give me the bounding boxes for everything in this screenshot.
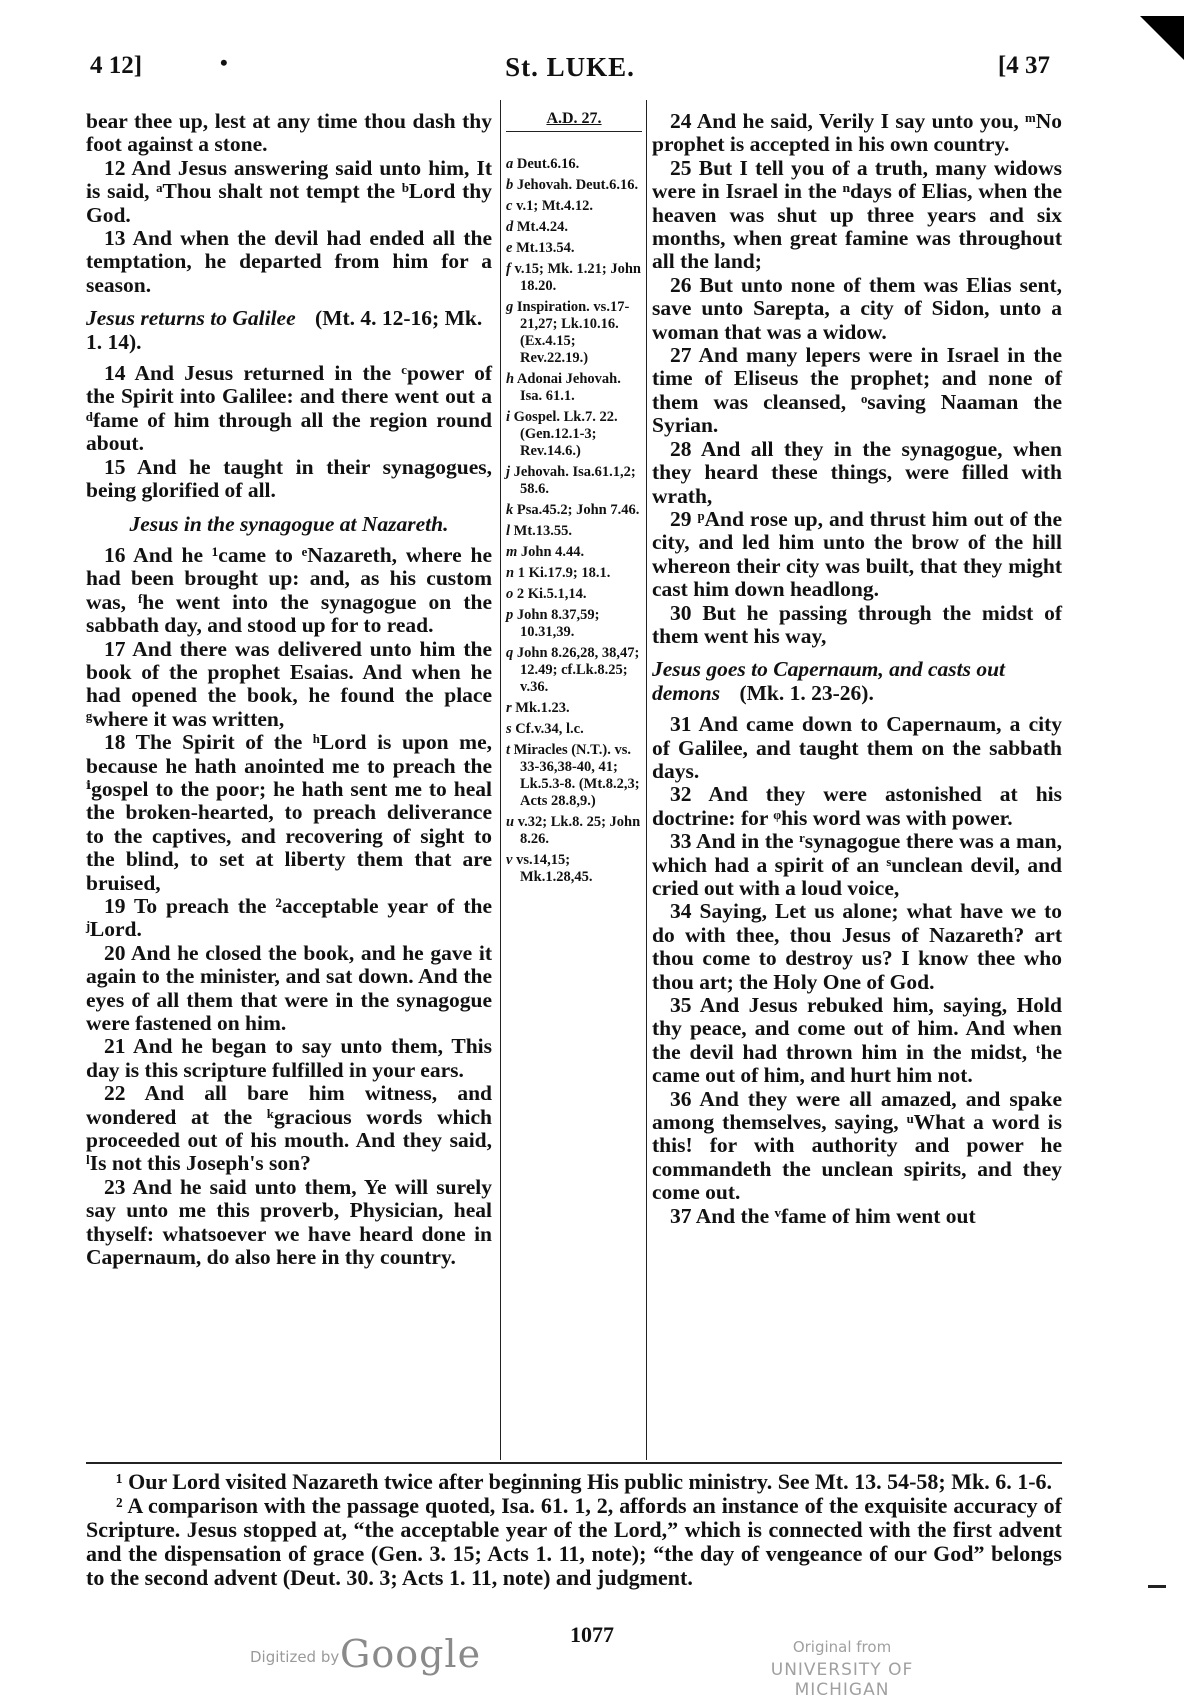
anno-domini-label: A.D. 27. (546, 110, 602, 127)
cross-reference (506, 240, 642, 257)
cross-reference-text: Jehovah. Isa.61.1,2; 58.6. (513, 464, 636, 497)
section-heading-title: Jesus returns to Galilee (86, 306, 296, 331)
cross-reference-text: Jehovah. Deut.6.16. (516, 177, 639, 193)
cross-reference (506, 177, 642, 194)
cross-reference-text: Mt.13.55. (513, 523, 573, 539)
section-heading-title: Jesus goes to Capernaum, and casts out demons (652, 657, 1006, 705)
cross-reference (506, 156, 642, 173)
cross-reference-text: Mk.1.23. (515, 700, 570, 716)
cross-reference (506, 852, 642, 886)
cross-reference-text: John 8.26,28, 38,47; 12.49; cf.Lk.8.25; v.36. (516, 645, 640, 695)
cross-reference-text: v.15; Mk. 1.21; John 18.20. (514, 261, 641, 294)
cross-reference (506, 502, 642, 519)
institution-label: UNIVERSITY OF MICHIGAN (770, 1660, 914, 1700)
cross-reference-letter: j (506, 464, 511, 480)
verse-paragraph: 29 ᵖAnd rose up, and thrust him out of the city, and led him unto the brow of the hill whereon their city was built, that they might cast him down headlong. (652, 506, 1062, 602)
cross-reference (506, 409, 642, 460)
header-right-ref: [4 37 (997, 52, 1050, 79)
cross-reference (506, 700, 642, 717)
cross-reference-text: Psa.45.2; John 7.46. (516, 502, 640, 518)
verse-paragraph: 19 To preach the ²acceptable year of the ʲLord. (86, 894, 492, 942)
cross-reference-text: John 4.44. (520, 544, 585, 560)
cross-reference-letter: a (506, 156, 514, 172)
column-divider-right (646, 100, 647, 1460)
cross-reference-text: 2 Ki.5.1,14. (516, 586, 587, 602)
verse-paragraph: 37 And the ᵛfame of him went out (670, 1203, 976, 1228)
cross-reference-letter: p (506, 607, 514, 623)
footnotes (86, 1470, 1062, 1590)
anno-domini-rule (506, 131, 642, 132)
cross-reference (506, 299, 642, 367)
section-heading-parallel-ref: (Mk. 1. 23-26). (734, 680, 874, 705)
verse-paragraph: 20 And he closed the book, and he gave it again to the minister, and sat down. And the eyes of all them that were in the synagogue were fastened on him. (86, 940, 492, 1036)
verse-paragraph: 15 And he taught in their synagogues, being glorified of all. (86, 454, 492, 503)
cross-reference-letter: d (506, 219, 514, 235)
scan-edge-mark (1148, 1585, 1166, 1588)
cross-reference (506, 219, 642, 236)
verse-paragraph: bear thee up, lest at any time thou dash thy foot against a stone. (86, 109, 492, 157)
cross-reference (506, 371, 642, 405)
cross-reference-letter: v (506, 852, 513, 868)
cross-reference-letter: n (506, 565, 515, 581)
cross-reference-text: vs.14,15; Mk.1.28,45. (516, 852, 593, 885)
verse-paragraph: 25 But I tell you of a truth, many widows were in Israel in the ⁿdays of Elias, when the heaven was shut up three years and six months, when great famine was throughout all the land; (652, 155, 1062, 274)
header-dot: • (220, 50, 228, 75)
verse-paragraph: 26 But unto none of them was Elias sent, save unto Sarepta, a city of Sidon, unto a woman that was a widow. (652, 272, 1062, 344)
cross-reference-letter: i (506, 409, 511, 425)
cross-reference (506, 544, 642, 561)
left-text-column (86, 110, 492, 1270)
reference-column (506, 110, 642, 890)
cross-reference-text: Mt.4.24. (516, 219, 569, 235)
verse-paragraph: 12 And Jesus answering said unto him, It is said, ᵃThou shalt not tempt the ᵇLord thy God. (86, 155, 492, 227)
verse-paragraph: 32 And they were astonished at his doctrine: for ᵠhis word was with power. (652, 782, 1062, 830)
section-heading (86, 307, 492, 354)
cross-reference-text: Gospel. Lk.7. 22. (Gen.12.1-3; Rev.14.6.) (513, 409, 618, 459)
cross-reference-text: Miracles (N.T.). vs. 33-36,38-40, 41; Lk.5.3-8. (Mt.8.2,3; Acts 28.8,9.) (513, 742, 640, 809)
cross-reference (506, 523, 642, 540)
cross-reference-letter: o (506, 586, 514, 602)
verse-paragraph: 13 And when the devil had ended all the temptation, he departed from him for a season. (86, 226, 492, 297)
verse-paragraph: 35 And Jesus rebuked him, saying, Hold thy peace, and come out of him. And when the devil had thrown him in the midst, ᵗhe came out of him, and hurt him not. (652, 993, 1062, 1088)
scan-corner-mark (1140, 16, 1184, 60)
original-from-label: Original from (792, 1638, 892, 1656)
cross-reference (506, 198, 642, 215)
verse-paragraph: 34 Saying, Let us alone; what have we to do with thee, thou Jesus of Nazareth? art thou come to destroy us? I know thee who thou art; the Holy One of God. (652, 899, 1062, 994)
page-number: 1077 (570, 1622, 614, 1647)
cross-reference-letter: q (506, 645, 514, 661)
verse-paragraph: 16 And he ¹came to ᵉNazareth, where he had been brought up: and, as his custom was, ᶠhe went into the synagogue on the sabbath day, and stood up for to read. (86, 542, 492, 638)
verse-paragraph: 27 And many lepers were in Israel in the time of Eliseus the prophet; and none of them was cleansed, ᵒsaving Naaman the Syrian. (652, 343, 1062, 438)
footnote-2: ² A comparison with the passage quoted, Isa. 61. 1, 2, affords an instance of the exquisite accuracy of Scripture. Jesus stopped at, “the acceptable year of the Lord,” which is connected with the first advent and the dispensation of grace (Gen. 3. 15; Acts 1. 11, note); “the day of vengeance of our God” belongs to the second advent (Deut. 30. 3; Acts 1. 11, note) and judgment. (86, 1493, 1062, 1590)
cross-reference (506, 565, 642, 582)
cross-reference-letter: m (506, 544, 518, 560)
cross-reference-letter: u (506, 814, 515, 830)
cross-reference-text: John 8.37,59; 10.31,39. (516, 607, 600, 640)
cross-reference-letter: e (506, 240, 513, 256)
cross-reference-text: Cf.v.34, l.c. (515, 721, 584, 737)
google-logo: Google (340, 1632, 482, 1676)
cross-reference-letter: s (506, 721, 512, 737)
cross-reference-letter: r (506, 700, 512, 716)
verse-paragraph: 33 And in the ʳsynagogue there was a man, which had a spirit of an ˢunclean devil, and cried out with a loud voice, (652, 829, 1062, 900)
cross-reference-letter: g (506, 299, 514, 315)
cross-reference-letter: h (506, 371, 515, 387)
cross-reference (506, 814, 642, 848)
section-heading: Jesus in the synagogue at Nazareth. (129, 511, 449, 536)
cross-reference (506, 464, 642, 498)
cross-reference (506, 261, 642, 295)
cross-reference (506, 721, 642, 738)
cross-reference (506, 607, 642, 641)
cross-reference-letter: k (506, 502, 514, 518)
verse-paragraph: 14 And Jesus returned in the ᶜpower of the Spirit into Galilee: and there went out a ᵈfame of him through all the region round about. (86, 361, 492, 456)
running-header (90, 50, 1050, 90)
verse-paragraph: 36 And they were all amazed, and spake among themselves, saying, ᵘWhat a word is this! for with authority and power he commandeth the unclean spirits, and they come out. (652, 1086, 1062, 1205)
verse-paragraph: 18 The Spirit of the ʰLord is upon me, because he hath anointed me to preach the ⁱgospel to the poor; he hath sent me to heal the broken-hearted, to preach deliverance to the captives, and recovering of sight to the blind, to set at liberty them that are bruised, (86, 730, 492, 895)
verse-paragraph: 23 And he said unto them, Ye will surely say unto me this proverb, Physician, heal thyself: whatsoever we have heard done in Capernaum, do also here in thy country. (86, 1174, 492, 1270)
header-left-ref: 4 12] (90, 52, 143, 79)
footnote-1: ¹ Our Lord visited Nazareth twice after beginning His public ministry. See Mt. 13. 54-58; Mk. 6. 1-6. (116, 1469, 1053, 1494)
cross-reference-text: Inspiration. vs.17-21,27; Lk.10.16. (Ex.4.15; Rev.22.19.) (516, 299, 630, 366)
cross-reference-letter: c (506, 198, 513, 214)
cross-reference (506, 742, 642, 810)
footnote-rule (86, 1462, 1062, 1464)
cross-reference-text: Mt.13.54. (516, 240, 575, 256)
header-title: St. LUKE. (505, 52, 635, 82)
verse-paragraph: 21 And he began to say unto them, This day is this scripture fulfilled in your ears. (86, 1034, 492, 1082)
cross-reference-text: Deut.6.16. (516, 156, 580, 172)
cross-reference-text: 1 Ki.17.9; 18.1. (517, 565, 611, 581)
verse-paragraph: 17 And there was delivered unto him the book of the prophet Esaias. And when he had opened the book, he found the place ᵍwhere it was written, (86, 636, 492, 731)
verse-paragraph: 24 And he said, Verily I say unto you, ᵐNo prophet is accepted in his own country. (652, 109, 1062, 157)
verse-paragraph: 22 And all bare him witness, and wondered at the ᵏgracious words which proceeded out of his mouth. And they said, ˡIs not this Joseph's son? (86, 1081, 492, 1176)
cross-reference-text: v.1; Mt.4.12. (516, 198, 593, 214)
cross-reference-letter: f (506, 261, 511, 277)
cross-reference-letter: b (506, 177, 514, 193)
reference-list (506, 156, 642, 886)
section-heading-parallel-ref: (Mt. 4. 12-16; Mk. 1. 14). (86, 306, 483, 354)
right-text-column (652, 110, 1062, 1228)
section-heading (652, 658, 1062, 705)
cross-reference-letter: l (506, 523, 511, 539)
column-divider-left (500, 100, 501, 1460)
cross-reference (506, 586, 642, 603)
cross-reference-text: Adonai Jehovah. Isa. 61.1. (516, 371, 621, 404)
verse-paragraph: 31 And came down to Capernaum, a city of Galilee, and taught them on the sabbath days. (652, 712, 1062, 783)
cross-reference-text: v.32; Lk.8. 25; John 8.26. (517, 814, 641, 847)
cross-reference-letter: t (506, 742, 511, 758)
digitized-by-label: Digitized by (250, 1648, 340, 1666)
cross-reference (506, 645, 642, 696)
verse-paragraph: 28 And all they in the synagogue, when they heard these things, were filled with wrath, (652, 436, 1062, 508)
verse-paragraph: 30 But he passing through the midst of them went his way, (652, 600, 1062, 648)
